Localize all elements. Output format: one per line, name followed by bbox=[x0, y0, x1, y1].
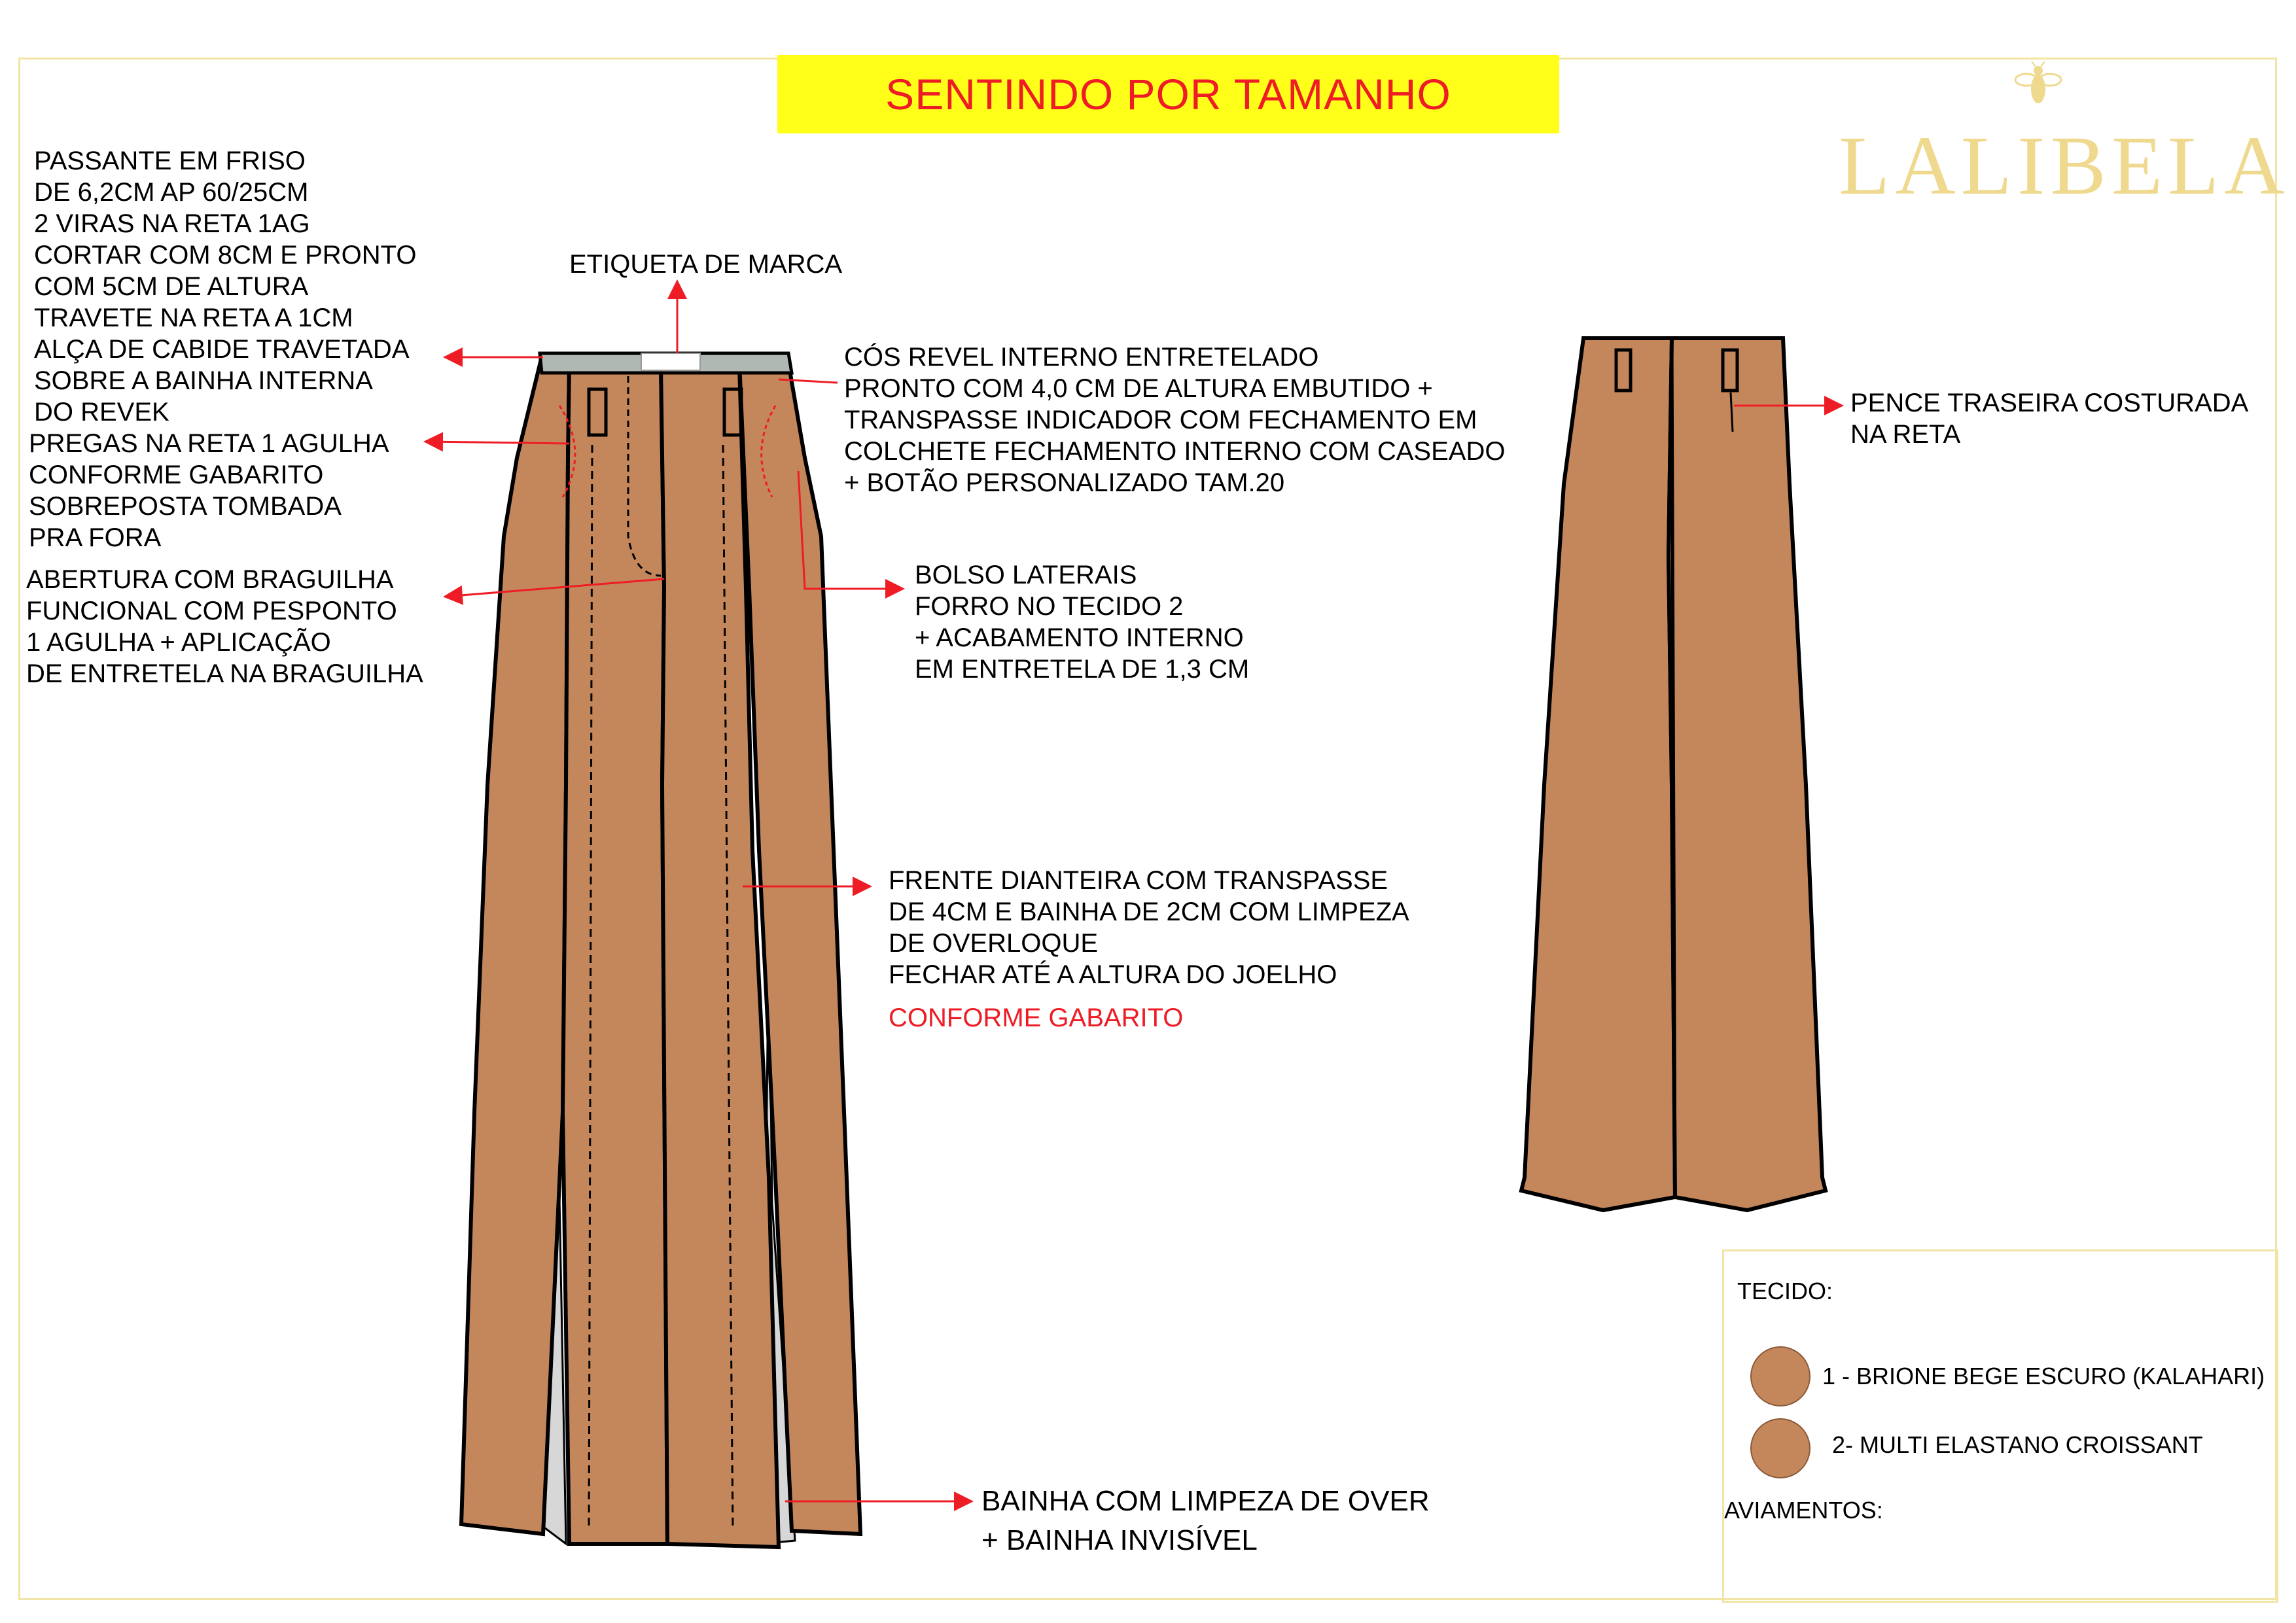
note-etiqueta: ETIQUETA DE MARCA bbox=[569, 250, 843, 279]
back-right-leg bbox=[1669, 338, 1826, 1210]
fabric-label-1: 1 - BRIONE BEGE ESCURO (KALAHARI) bbox=[1822, 1363, 2265, 1389]
fabric-label-2: 2- MULTI ELASTANO CROISSANT bbox=[1832, 1431, 2203, 1458]
note-pence: PENCE TRASEIRA COSTURADA NA RETA bbox=[1850, 389, 2249, 449]
front-left-outer-panel bbox=[461, 357, 569, 1534]
note-passante: PASSANTE EM FRISO DE 6,2CM AP 60/25CM 2 VIRAS NA RETA 1AG CORTAR COM 8CM E PRONTO COM 5CM DE ALTURA TRAVETE NA RETA A 1CM ALÇA DE CABIDE TRAVETADA SOBRE A BAINHA INTERNA DO REVEK bbox=[34, 147, 417, 427]
note-frente: FRENTE DIANTEIRA COM TRANSPASSE DE 4CM E BAINHA DE 2CM COM LIMPEZA DE OVERLOQUE FECHAR ATÉ A ALTURA DO JOELHO bbox=[889, 866, 1409, 989]
brand-label-patch bbox=[641, 353, 700, 370]
note-bainha: BAINHA COM LIMPEZA DE OVER + BAINHA INVISÍVEL bbox=[981, 1485, 1430, 1556]
back-pants-drawing bbox=[1521, 338, 1826, 1210]
front-left-inner-panel bbox=[563, 366, 667, 1544]
back-left-leg bbox=[1521, 338, 1675, 1210]
front-pants-drawing bbox=[461, 353, 860, 1547]
note-abertura: ABERTURA COM BRAGUILHA FUNCIONAL COM PESPONTO 1 AGULHA + APLICAÇÃO DE ENTRETELA NA BRAGUILHA bbox=[26, 565, 423, 688]
page-title: SENTINDO POR TAMANHO bbox=[885, 70, 1451, 118]
tecido-label: TECIDO: bbox=[1737, 1278, 1833, 1304]
materials-panel bbox=[1722, 1249, 2278, 1603]
aviamentos-label: AVIAMENTOS: bbox=[1724, 1497, 1883, 1524]
brand-logo-text: LALIBELA bbox=[1839, 119, 2290, 212]
note-cos: CÓS REVEL INTERNO ENTRETELADO PRONTO COM 4,0 CM DE ALTURA EMBUTIDO + TRANSPASSE INDICADOR COM FECHAMENTO EM COLCHETE FECHAMENTO INTERNO COM CASEADO + BOTÃO PERSONALIZADO TAM.20 bbox=[844, 343, 1506, 497]
note-bolso: BOLSO LATERAIS FORRO NO TECIDO 2 + ACABAMENTO INTERNO EM ENTRETELA DE 1,3 CM bbox=[915, 561, 1250, 684]
fabric-swatch-2 bbox=[1750, 1418, 1810, 1478]
note-frente-red: CONFORME GABARITO bbox=[889, 1003, 1184, 1032]
note-pregas: PREGAS NA RETA 1 AGULHA CONFORME GABARITO SOBREPOSTA TOMBADA PRA FORA bbox=[29, 429, 389, 552]
fabric-swatch-1 bbox=[1750, 1346, 1810, 1406]
